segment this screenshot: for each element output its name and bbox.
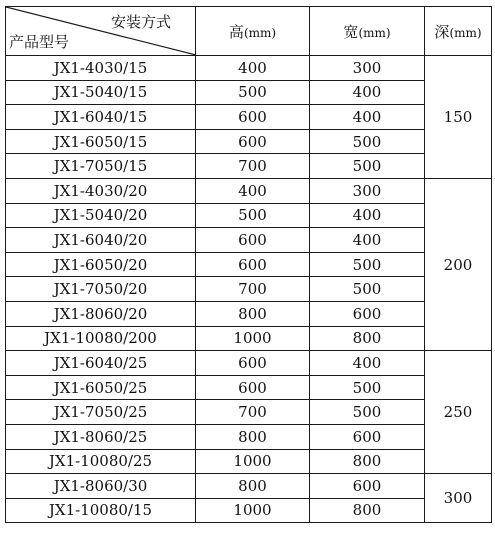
height-cell: 1000 [196, 326, 310, 351]
table-row [6, 474, 492, 499]
height-cell: 700 [196, 277, 310, 302]
table-row [6, 105, 492, 130]
width-cell: 500 [310, 400, 425, 425]
table-row [6, 178, 492, 203]
model-cell: JX1-7050/15 [6, 154, 196, 179]
height-cell: 1000 [196, 449, 310, 474]
table-row [6, 228, 492, 253]
header-row [6, 7, 492, 56]
width-cell: 400 [310, 228, 425, 253]
install-method-label: 安装方式 [110, 13, 171, 31]
table-row [6, 351, 492, 376]
table-row [6, 252, 492, 277]
depth-cell: 250 [425, 351, 492, 474]
height-cell: 600 [196, 228, 310, 253]
height-cell: 700 [196, 154, 310, 179]
model-cell: JX1-6050/15 [6, 129, 196, 154]
height-cell: 500 [196, 203, 310, 228]
width-cell: 300 [310, 56, 425, 81]
width-header [310, 7, 425, 56]
model-cell: JX1-5040/15 [6, 80, 196, 105]
height-cell: 500 [196, 80, 310, 105]
model-cell: JX1-10080/25 [6, 449, 196, 474]
width-cell: 300 [310, 178, 425, 203]
table-row [6, 424, 492, 449]
model-cell: JX1-8060/30 [6, 474, 196, 499]
table-row [6, 277, 492, 302]
model-cell: JX1-8060/25 [6, 424, 196, 449]
table-row [6, 375, 492, 400]
width-cell: 800 [310, 498, 425, 523]
model-cell: JX1-6050/25 [6, 375, 196, 400]
model-cell: JX1-4030/20 [6, 178, 196, 203]
height-cell: 600 [196, 129, 310, 154]
spec-table-body [6, 56, 492, 523]
model-cell: JX1-5040/20 [6, 203, 196, 228]
model-cell: JX1-6050/20 [6, 252, 196, 277]
height-cell: 600 [196, 375, 310, 400]
model-cell: JX1-8060/20 [6, 301, 196, 326]
depth-header-label: 深 [434, 22, 450, 41]
width-cell: 500 [310, 375, 425, 400]
table-row [6, 129, 492, 154]
width-cell: 400 [310, 203, 425, 228]
table-row [6, 301, 492, 326]
model-cell: JX1-6040/15 [6, 105, 196, 130]
model-cell: JX1-10080/200 [6, 326, 196, 351]
spec-table [5, 6, 492, 523]
table-row [6, 498, 492, 523]
width-cell: 800 [310, 326, 425, 351]
depth-cell: 150 [425, 56, 492, 179]
height-cell: 600 [196, 351, 310, 376]
table-row [6, 154, 492, 179]
height-cell: 400 [196, 56, 310, 81]
width-cell: 600 [310, 301, 425, 326]
model-cell: JX1-6040/25 [6, 351, 196, 376]
width-header-label: 宽 [343, 22, 359, 41]
width-unit: (mm) [358, 25, 391, 40]
table-row [6, 449, 492, 474]
model-cell: JX1-7050/20 [6, 277, 196, 302]
depth-header [425, 7, 492, 56]
model-cell: JX1-7050/25 [6, 400, 196, 425]
width-cell: 600 [310, 424, 425, 449]
model-cell: JX1-4030/15 [6, 56, 196, 81]
depth-cell: 300 [425, 474, 492, 523]
table-row [6, 203, 492, 228]
height-header-label: 高 [228, 22, 244, 41]
width-cell: 800 [310, 449, 425, 474]
height-cell: 700 [196, 400, 310, 425]
depth-cell: 200 [425, 178, 492, 350]
table-row [6, 80, 492, 105]
table-row [6, 56, 492, 81]
height-header [196, 7, 310, 56]
width-cell: 500 [310, 252, 425, 277]
width-cell: 400 [310, 80, 425, 105]
model-cell: JX1-6040/20 [6, 228, 196, 253]
height-unit: (mm) [243, 25, 277, 40]
model-cell: JX1-10080/15 [6, 498, 196, 523]
table-row [6, 326, 492, 351]
height-cell: 800 [196, 301, 310, 326]
height-cell: 1000 [196, 498, 310, 523]
width-cell: 500 [310, 129, 425, 154]
height-cell: 600 [196, 252, 310, 277]
height-cell: 800 [196, 474, 310, 499]
height-cell: 400 [196, 178, 310, 203]
spec-table-container [5, 6, 492, 523]
table-row [6, 400, 492, 425]
depth-unit: (mm) [449, 25, 482, 40]
width-cell: 400 [310, 105, 425, 130]
width-cell: 600 [310, 474, 425, 499]
model-label: 产品型号 [9, 33, 70, 51]
width-cell: 400 [310, 351, 425, 376]
width-cell: 500 [310, 154, 425, 179]
width-cell: 500 [310, 277, 425, 302]
height-cell: 600 [196, 105, 310, 130]
height-cell: 800 [196, 424, 310, 449]
diagonal-header-cell [6, 7, 196, 56]
